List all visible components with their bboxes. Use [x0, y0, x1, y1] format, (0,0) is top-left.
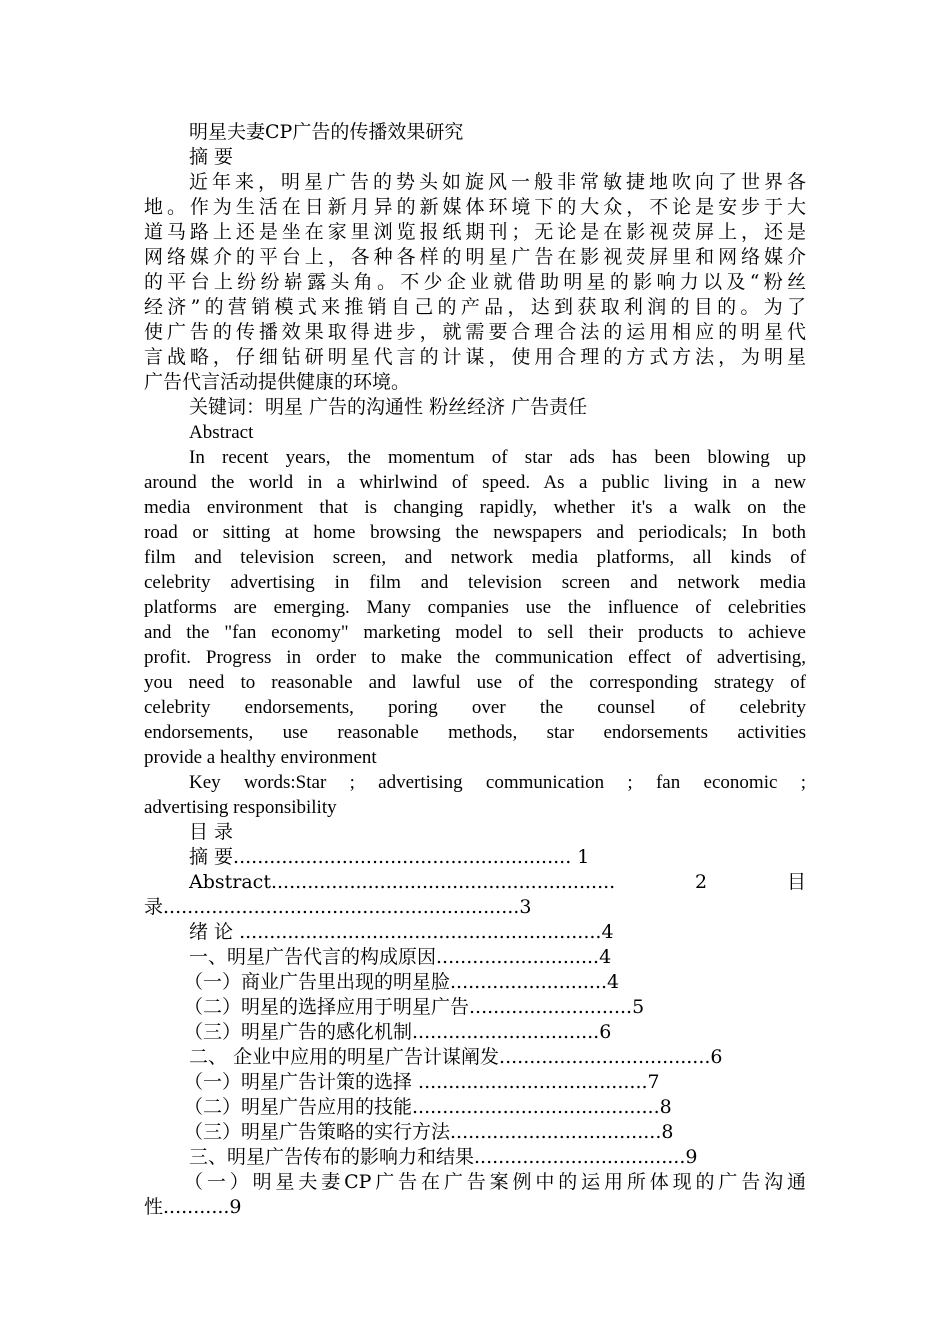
abstract-en-line: you need to reasonable and lawful use of the corresponding strategy of [144, 672, 806, 693]
abstract-cn-line: 道马路上还是坐在家里浏览报纸期刊；无论是在影视荧屏上，还是 [144, 221, 806, 243]
abstract-en-line: road or sitting at home browsing the newspapers and periodicals; In both [144, 522, 806, 543]
abstract-cn-line: 使广告的传播效果取得进步，就需要合理合法的运用相应的明星代 [144, 321, 806, 343]
abstract-cn-line: 网络媒介的平台上，各种各样的明星广告在影视荧屏里和网络媒介 [144, 246, 806, 268]
abstract-cn-line: 的平台上纷纷崭露头角。不少企业就借助明星的影响力以及“粉丝 [144, 271, 806, 293]
toc-heading: 目 录 [189, 821, 234, 843]
abstract-en-line: film and television screen, and network media platforms, all kinds of [144, 547, 806, 568]
toc-entry[interactable]: 三、明星广告传布的影响力和结果...................................9 [189, 1146, 698, 1168]
abstract-en-heading: Abstract [189, 422, 254, 443]
abstract-en-line: celebrity advertising in film and television screen and network media [144, 572, 806, 593]
toc-entry[interactable]: （二）明星广告应用的技能.........................................8 [184, 1096, 672, 1118]
abstract-en-body [144, 445, 806, 770]
toc-entry[interactable]: 二、 企业中应用的明星广告计谋阐发...................................6 [189, 1046, 723, 1068]
toc-entry[interactable]: 一、明星广告代言的构成原因...........................4 [189, 946, 612, 968]
toc-entry[interactable]: （三）明星广告策略的实行方法...................................8 [184, 1121, 674, 1143]
toc-entry[interactable]: （二）明星的选择应用于明星广告...........................5 [184, 996, 645, 1018]
abstract-en-line: platforms are emerging. Many companies use the influence of celebrities [144, 597, 806, 618]
abstract-en-line: around the world in a whirlwind of speed. As a public living in a new [144, 472, 806, 493]
document-page [144, 120, 806, 1220]
abstract-en-line: media environment that is changing rapidly, whether it's a walk on the [144, 497, 806, 518]
abstract-cn-line: 经济”的营销模式来推销自己的产品，达到获取利润的目的。为了 [144, 296, 806, 318]
toc-entry[interactable]: （一）明星夫妻CP广告在广告案例中的运用所体现的广告沟通 [184, 1171, 806, 1193]
keywords-en-continued: advertising responsibility [144, 797, 337, 818]
toc-entry[interactable]: 绪 论 ............................................................4 [189, 921, 614, 943]
abstract-cn-heading: 摘 要 [189, 146, 234, 168]
toc-entry[interactable]: （三）明星广告的感化机制...............................6 [184, 1021, 612, 1043]
table-of-contents [144, 845, 806, 1220]
abstract-cn-line: 言战略，仔细钻研明星代言的计谋，使用合理的方式方法，为明星 [144, 346, 806, 368]
toc-entry-abstract-cn[interactable]: 摘 要........................................................ 1 [189, 846, 590, 868]
abstract-en-line: profit. Progress in order to make the communication effect of advertising, [144, 647, 806, 668]
toc-entry[interactable]: （一）商业广告里出现的明星脸..........................4 [184, 971, 620, 993]
keywords-cn: 关键词：明星 广告的沟通性 粉丝经济 广告责任 [189, 396, 588, 418]
toc-entry-continued[interactable]: 性...........9 [144, 1196, 242, 1218]
abstract-en-line: endorsements, use reasonable methods, star endorsements activities [144, 722, 806, 743]
paper-title: 明星夫妻CP广告的传播效果研究 [189, 121, 464, 143]
abstract-cn-line: 广告代言活动提供健康的环境。 [144, 371, 411, 393]
toc-entry-contents[interactable]: 录...........................................................3 [144, 896, 532, 918]
abstract-cn-line: 近年来，明星广告的势头如旋风一般非常敏捷地吹向了世界各 [189, 171, 806, 193]
toc-entry-abstract-en[interactable]: Abstract......................................................... 2 目 [189, 871, 806, 893]
abstract-en-line: celebrity endorsements, poring over the counsel of celebrity [144, 697, 806, 718]
keywords-en: Key words:Star ; advertising communication ; fan economic ; [189, 772, 806, 793]
toc-entry[interactable]: （一）明星广告计策的选择 ......................................7 [184, 1071, 660, 1093]
abstract-en-line: provide a healthy environment [144, 747, 377, 768]
abstract-en-line: and the "fan economy" marketing model to sell their products to achieve [144, 622, 806, 643]
abstract-cn-line: 地。作为生活在日新月异的新媒体环境下的大众，不论是安步于大 [144, 196, 806, 218]
abstract-cn-body [144, 170, 806, 395]
abstract-en-line: In recent years, the momentum of star ads has been blowing up [189, 447, 806, 468]
